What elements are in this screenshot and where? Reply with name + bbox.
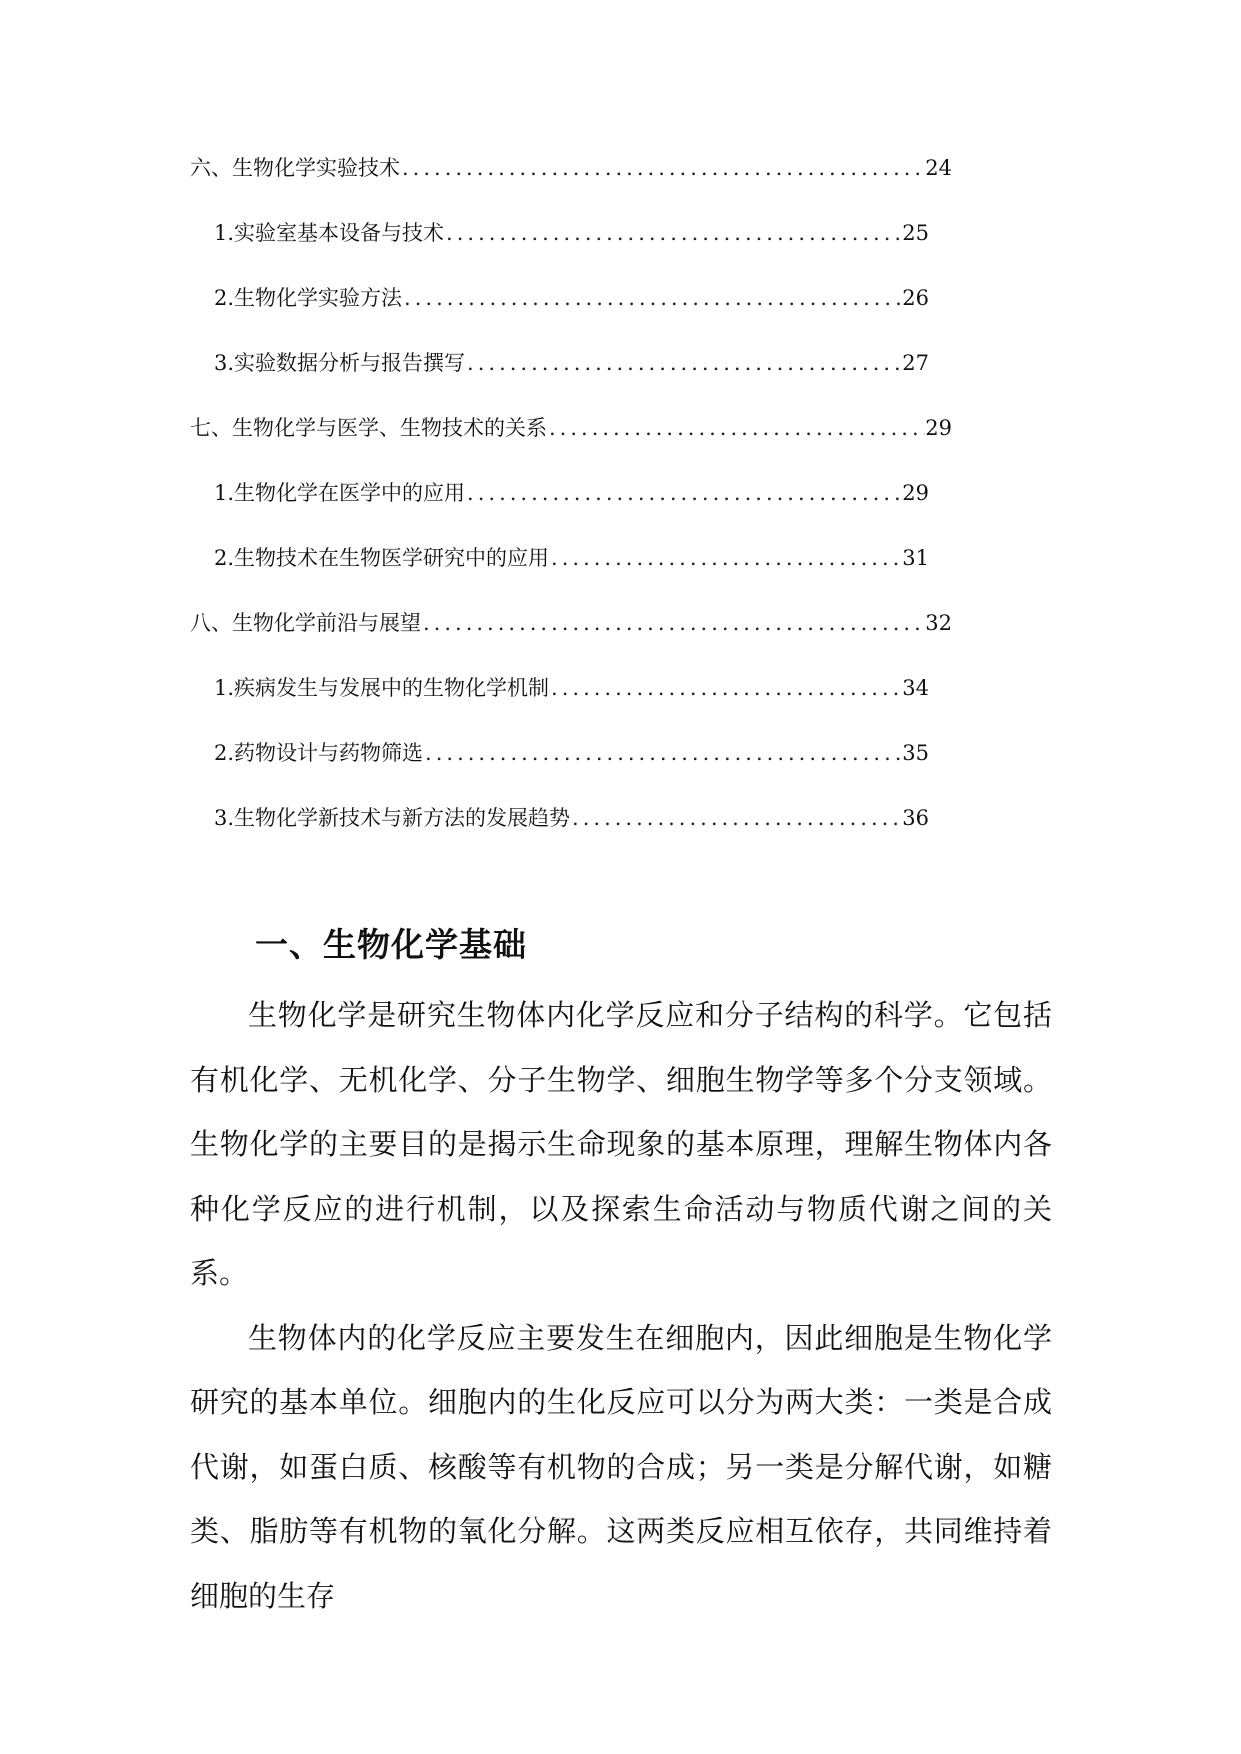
toc-entry-number: 1. — [214, 481, 235, 505]
toc-entry-title: 生物化学新技术与新方法的发展趋势 — [234, 806, 571, 830]
toc-leader-dots — [423, 733, 902, 773]
toc-page-number: 35 — [902, 741, 929, 765]
toc-leader-dots — [402, 278, 902, 318]
table-of-contents — [190, 148, 970, 863]
body-paragraph: 生物化学是研究生物体内化学反应和分子结构的科学。它包括有机化学、无机化学、分子生物学、细胞生物学等多个分支领域。生物化学的主要目的是揭示生命现象的基本原理，理解生物体内各种化学反应的进行机制，以及探索生命活动与物质代谢之间的关系。 — [190, 998, 1052, 1290]
toc-leader-dots — [421, 603, 925, 643]
toc-entry[interactable] — [190, 213, 970, 278]
toc-entry-number: 1. — [214, 676, 235, 700]
toc-entry-title: 实验数据分析与报告撰写 — [234, 351, 466, 375]
toc-entry[interactable] — [190, 148, 970, 213]
toc-entry[interactable] — [190, 408, 970, 473]
toc-entry[interactable] — [190, 343, 970, 408]
section-body — [190, 983, 1052, 1628]
toc-page-number: 27 — [902, 351, 929, 375]
toc-leader-dots — [549, 538, 902, 578]
toc-entry-title: 实验室基本设备与技术 — [234, 221, 445, 245]
toc-page-number: 26 — [902, 286, 929, 310]
toc-page-number: 25 — [902, 221, 929, 245]
toc-entry[interactable] — [190, 278, 970, 343]
toc-entry[interactable] — [190, 603, 970, 668]
toc-entry-number: 2. — [214, 741, 235, 765]
toc-page-number: 24 — [925, 156, 952, 180]
toc-entry[interactable] — [190, 733, 970, 798]
toc-page-number: 29 — [902, 481, 929, 505]
toc-entry-number: 3. — [214, 351, 235, 375]
toc-entry[interactable] — [190, 473, 970, 538]
toc-page-number: 34 — [902, 676, 929, 700]
toc-entry-title: 七、生物化学与医学、生物技术的关系 — [190, 416, 547, 440]
toc-leader-dots — [547, 408, 925, 448]
toc-entry-title: 药物设计与药物筛选 — [234, 741, 424, 765]
toc-entry-title: 生物技术在生物医学研究中的应用 — [234, 546, 550, 570]
toc-leader-dots — [549, 668, 902, 708]
toc-leader-dots — [444, 213, 902, 253]
toc-entry-number: 2. — [214, 546, 235, 570]
toc-page-number: 32 — [925, 611, 952, 635]
toc-leader-dots — [465, 473, 902, 513]
toc-page-number: 29 — [925, 416, 952, 440]
toc-entry-title: 生物化学实验方法 — [234, 286, 403, 310]
toc-entry-title: 生物化学在医学中的应用 — [234, 481, 466, 505]
toc-page-number: 36 — [902, 806, 929, 830]
toc-entry-title: 六、生物化学实验技术 — [190, 156, 400, 180]
toc-entry-number: 1. — [214, 221, 235, 245]
section-heading: 一、生物化学基础 — [255, 925, 527, 965]
toc-entry-number: 3. — [214, 806, 235, 830]
toc-entry[interactable] — [190, 538, 970, 603]
toc-entry-title: 八、生物化学前沿与展望 — [190, 611, 421, 635]
toc-entry-title: 疾病发生与发展中的生物化学机制 — [234, 676, 550, 700]
toc-leader-dots — [465, 343, 902, 383]
body-paragraph: 生物体内的化学反应主要发生在细胞内，因此细胞是生物化学研究的基本单位。细胞内的生化反应可以分为两大类：一类是合成代谢，如蛋白质、核酸等有机物的合成；另一类是分解代谢，如糖类、脂肪等有机物的氧化分解。这两类反应相互依存，共同维持着细胞的生存 — [190, 1320, 1052, 1613]
toc-entry[interactable] — [190, 798, 970, 863]
toc-page-number: 31 — [902, 546, 929, 570]
toc-entry-number: 2. — [214, 286, 235, 310]
toc-leader-dots — [400, 148, 925, 188]
toc-entry[interactable] — [190, 668, 970, 733]
toc-leader-dots — [570, 798, 902, 838]
